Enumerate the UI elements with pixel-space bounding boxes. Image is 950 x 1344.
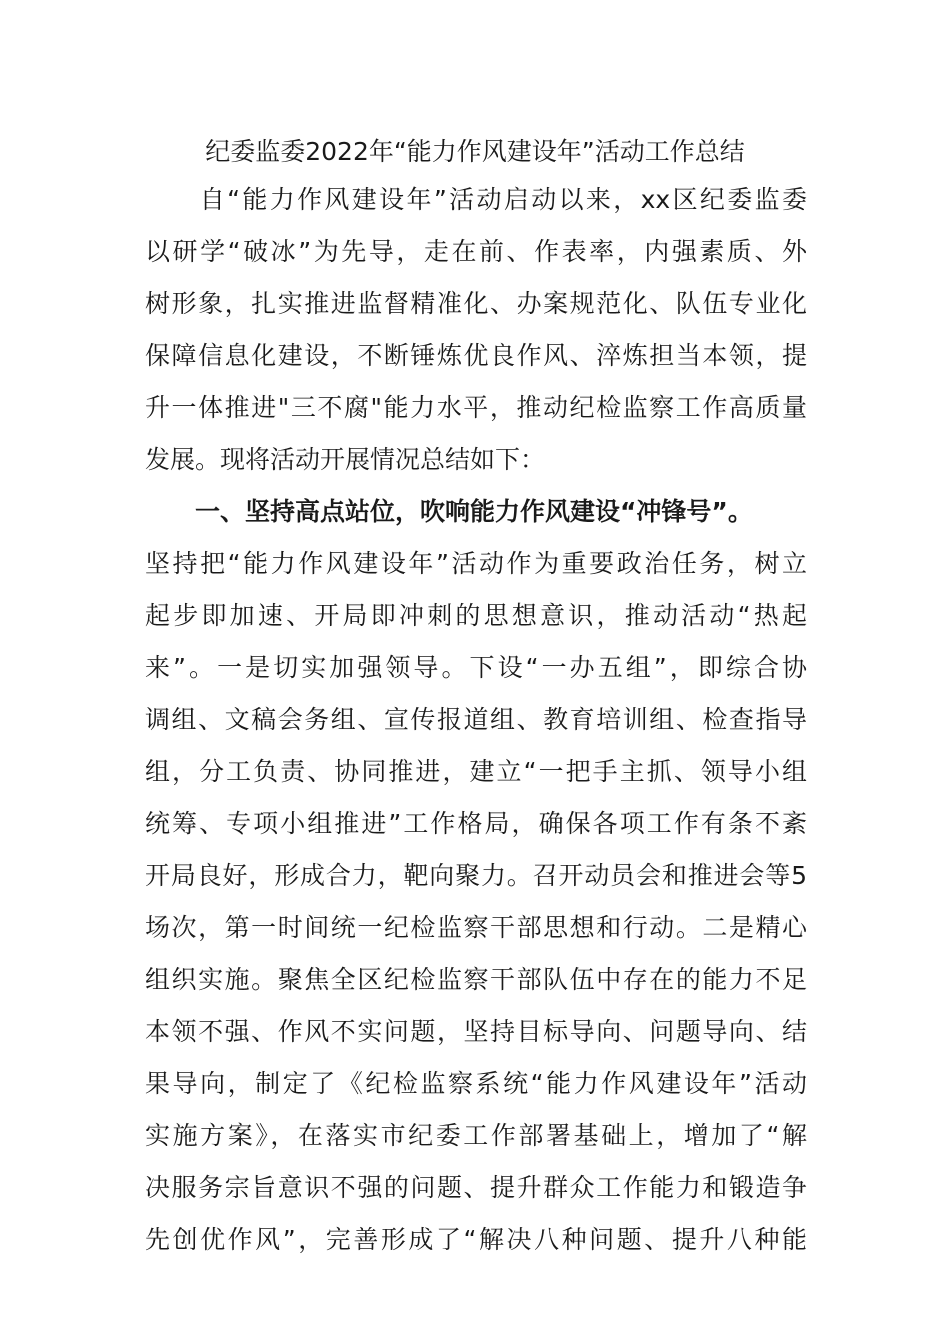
text-line: 组织实施。聚焦全区纪检监察干部队伍中存在的能力不足 [145, 965, 807, 994]
document-title: 纪委监委2022年“能力作风建设年”活动工作总结 [205, 137, 745, 166]
text-line: 场次，第一时间统一纪检监察干部思想和行动。二是精心 [145, 913, 807, 942]
section-1 [145, 486, 807, 1266]
text-line: 保障信息化建设，不断锤炼优良作风、淬炼担当本领，提 [145, 341, 807, 370]
text-line: 以研学“破冰”为先导，走在前、作表率，内强素质、外 [145, 237, 807, 266]
text-line: 树形象，扎实推进监督精准化、办案规范化、队伍专业化 [145, 289, 807, 318]
section-heading: 一、坚持高点站位，吹响能力作风建设“冲锋号”。 [145, 497, 753, 526]
text-line: 调组、文稿会务组、宣传报道组、教育培训组、检查指导 [145, 705, 807, 734]
text-line: 果导向，制定了《纪检监察系统“能力作风建设年”活动 [145, 1069, 807, 1098]
text-line: 自“能力作风建设年”活动启动以来，xx区纪委监委 [145, 185, 807, 214]
text-line: 组，分工负责、协同推进，建立“一把手主抓、领导小组 [145, 757, 807, 786]
intro-paragraph [145, 174, 807, 486]
text-line: 决服务宗旨意识不强的问题、提升群众工作能力和锻造争 [145, 1173, 807, 1202]
text-line: 发展。现将活动开展情况总结如下： [145, 445, 546, 474]
text-line: 统筹、专项小组推进”工作格局，确保各项工作有条不紊 [145, 809, 807, 838]
text-line: 起步即加速、开局即冲刺的思想意识，推动活动“热起 [145, 601, 807, 630]
text-line: 先创优作风”，完善形成了“解决八种问题、提升八种能 [145, 1225, 807, 1254]
text-line: 开局良好，形成合力，靶向聚力。召开动员会和推进会等5 [145, 861, 807, 890]
text-line: 实施方案》，在落实市纪委工作部署基础上，增加了“解 [145, 1121, 807, 1150]
text-line: 升一体推进"三不腐"能力水平，推动纪检监察工作高质量 [145, 393, 807, 422]
text-line: 坚持把“能力作风建设年”活动作为重要政治任务，树立 [145, 549, 807, 578]
text-line: 本领不强、作风不实问题，坚持目标导向、问题导向、结 [145, 1017, 807, 1046]
text-line: 来”。一是切实加强领导。下设“一办五组”，即综合协 [145, 653, 807, 682]
